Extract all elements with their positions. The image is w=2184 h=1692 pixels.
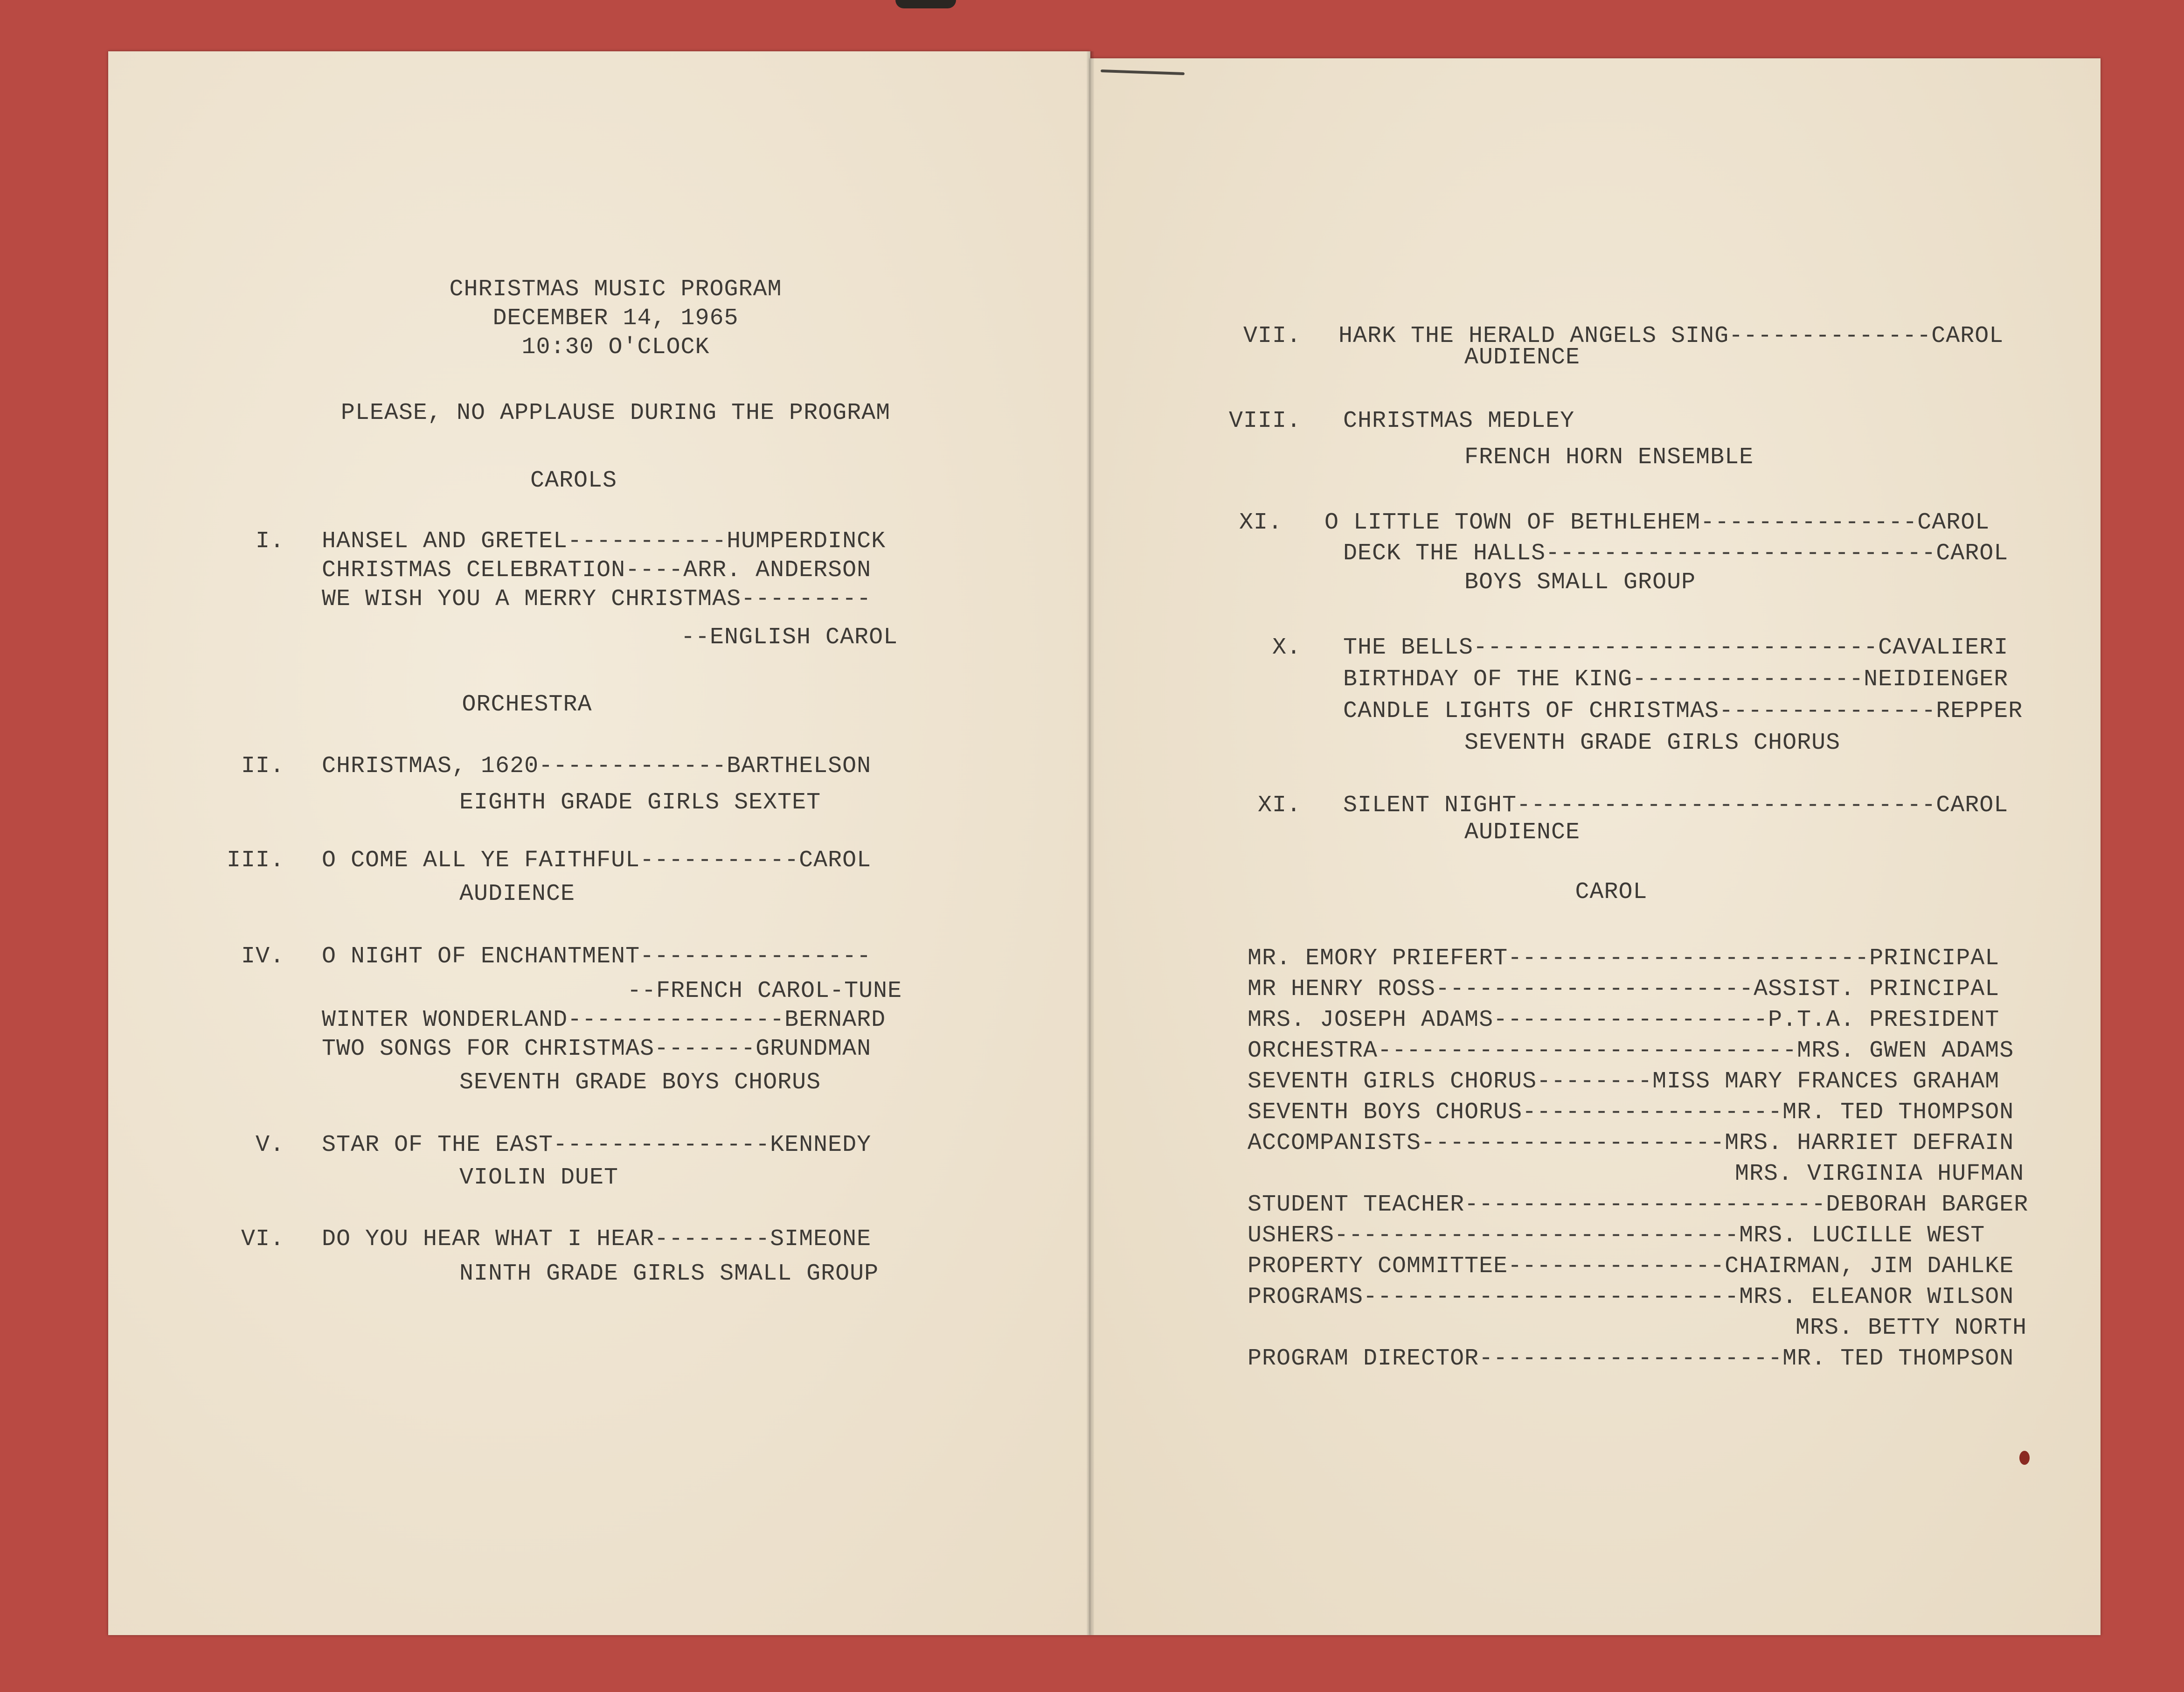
program-line: THE BELLS----------------------------CAVALIERI	[1343, 634, 2009, 661]
item-number: II.	[241, 753, 284, 780]
item-number: III.	[226, 847, 284, 874]
performer-line: SEVENTH GRADE GIRLS CHORUS	[1464, 730, 1841, 756]
credit-line: USHERS----------------------------MRS. LUCILLE WEST	[1248, 1222, 1985, 1249]
credit-line: MRS. VIRGINIA HUFMAN	[1735, 1161, 2025, 1187]
program-line: WINTER WONDERLAND---------------BERNARD	[322, 1007, 886, 1033]
program-line: DO YOU HEAR WHAT I HEAR--------SIMEONE	[322, 1226, 872, 1253]
performer-line: FRENCH HORN ENSEMBLE	[1464, 444, 1754, 471]
program-line: SILENT NIGHT-----------------------------CAROL	[1343, 792, 2009, 819]
item-number: V.	[255, 1132, 284, 1158]
performer-line: BOYS SMALL GROUP	[1464, 569, 1696, 596]
item-number: VI.	[241, 1226, 284, 1253]
center-fold	[1087, 51, 1094, 1635]
credit-line: MR. EMORY PRIEFERT-------------------------PRINCIPAL	[1248, 945, 2000, 972]
credit-line: STUDENT TEACHER-------------------------DEBORAH BARGER	[1248, 1191, 2029, 1218]
binder-clip	[895, 0, 956, 8]
credit-line: PROPERTY COMMITTEE---------------CHAIRMAN, JIM DAHLKE	[1248, 1253, 2014, 1280]
program-time: 10:30 O'CLOCK	[521, 334, 710, 361]
program-line: CANDLE LIGHTS OF CHRISTMAS---------------REPPER	[1343, 698, 2023, 724]
program-line: STAR OF THE EAST---------------KENNEDY	[322, 1132, 872, 1158]
program-line: --ENGLISH CAROL	[681, 624, 898, 651]
item-number: XI.	[1239, 509, 1283, 536]
credit-line: PROGRAMS--------------------------MRS. ELEANOR WILSON	[1248, 1284, 2014, 1310]
credit-line: MRS. BETTY NORTH	[1796, 1315, 2027, 1341]
program-line: O COME ALL YE FAITHFUL-----------CAROL	[322, 847, 872, 874]
section-heading-carol: CAROL	[1575, 879, 1648, 905]
performer-line: SEVENTH GRADE BOYS CHORUS	[459, 1069, 821, 1096]
program-line: CHRISTMAS, 1620-------------BARTHELSON	[322, 753, 872, 780]
credit-line: MRS. JOSEPH ADAMS-------------------P.T.A. PRESIDENT	[1248, 1007, 2000, 1033]
performer-line: EIGHTH GRADE GIRLS SEXTET	[459, 789, 821, 816]
program-line: CHRISTMAS MEDLEY	[1343, 408, 1575, 434]
program-line: HANSEL AND GRETEL-----------HUMPERDINCK	[322, 528, 886, 555]
item-number: I.	[255, 528, 284, 555]
program-line: O NIGHT OF ENCHANTMENT----------------	[322, 943, 872, 970]
item-number: VIII.	[1228, 408, 1301, 434]
performer-line: AUDIENCE	[1464, 819, 1581, 846]
program-line: O LITTLE TOWN OF BETHLEHEM---------------CAROL	[1324, 509, 1990, 536]
performer-line: VIOLIN DUET	[459, 1164, 619, 1191]
credit-line: SEVENTH BOYS CHORUS------------------MR. TED THOMPSON	[1248, 1099, 2014, 1126]
item-number: IV.	[241, 943, 284, 970]
credit-line: SEVENTH GIRLS CHORUS--------MISS MARY FRANCES GRAHAM	[1248, 1068, 2000, 1095]
ink-spot	[2019, 1451, 2030, 1465]
program-line: WE WISH YOU A MERRY CHRISTMAS---------	[322, 586, 872, 613]
section-heading-orchestra: ORCHESTRA	[462, 691, 592, 718]
right-page	[1090, 58, 2101, 1635]
program-line: CHRISTMAS CELEBRATION----ARR. ANDERSON	[322, 557, 872, 584]
program-line: --FRENCH CAROL-TUNE	[627, 978, 902, 1004]
applause-notice: PLEASE, NO APPLAUSE DURING THE PROGRAM	[340, 400, 891, 426]
credit-line: ACCOMPANISTS---------------------MRS. HARRIET DEFRAIN	[1248, 1130, 2014, 1156]
item-number: VII.	[1243, 323, 1301, 349]
program-title: CHRISTMAS MUSIC PROGRAM	[449, 276, 782, 303]
program-line: BIRTHDAY OF THE KING----------------NEIDIENGER	[1343, 666, 2009, 693]
credit-line: MR HENRY ROSS----------------------ASSIST. PRINCIPAL	[1248, 976, 2000, 1003]
performer-line: AUDIENCE	[459, 881, 575, 907]
program-line: HARK THE HERALD ANGELS SING--------------CAROL	[1338, 323, 2004, 349]
item-number: X.	[1272, 634, 1301, 661]
performer-line: NINTH GRADE GIRLS SMALL GROUP	[459, 1260, 879, 1287]
credit-line: PROGRAM DIRECTOR---------------------MR. TED THOMPSON	[1248, 1345, 2014, 1372]
program-date: DECEMBER 14, 1965	[492, 305, 739, 332]
credit-line: ORCHESTRA-----------------------------MRS. GWEN ADAMS	[1248, 1037, 2014, 1064]
program-line: DECK THE HALLS---------------------------CAROL	[1343, 540, 2009, 567]
program-line: TWO SONGS FOR CHRISTMAS-------GRUNDMAN	[322, 1036, 872, 1062]
section-heading-carols: CAROLS	[530, 467, 617, 494]
performer-line: AUDIENCE	[1464, 344, 1581, 371]
item-number: XI.	[1257, 792, 1301, 819]
